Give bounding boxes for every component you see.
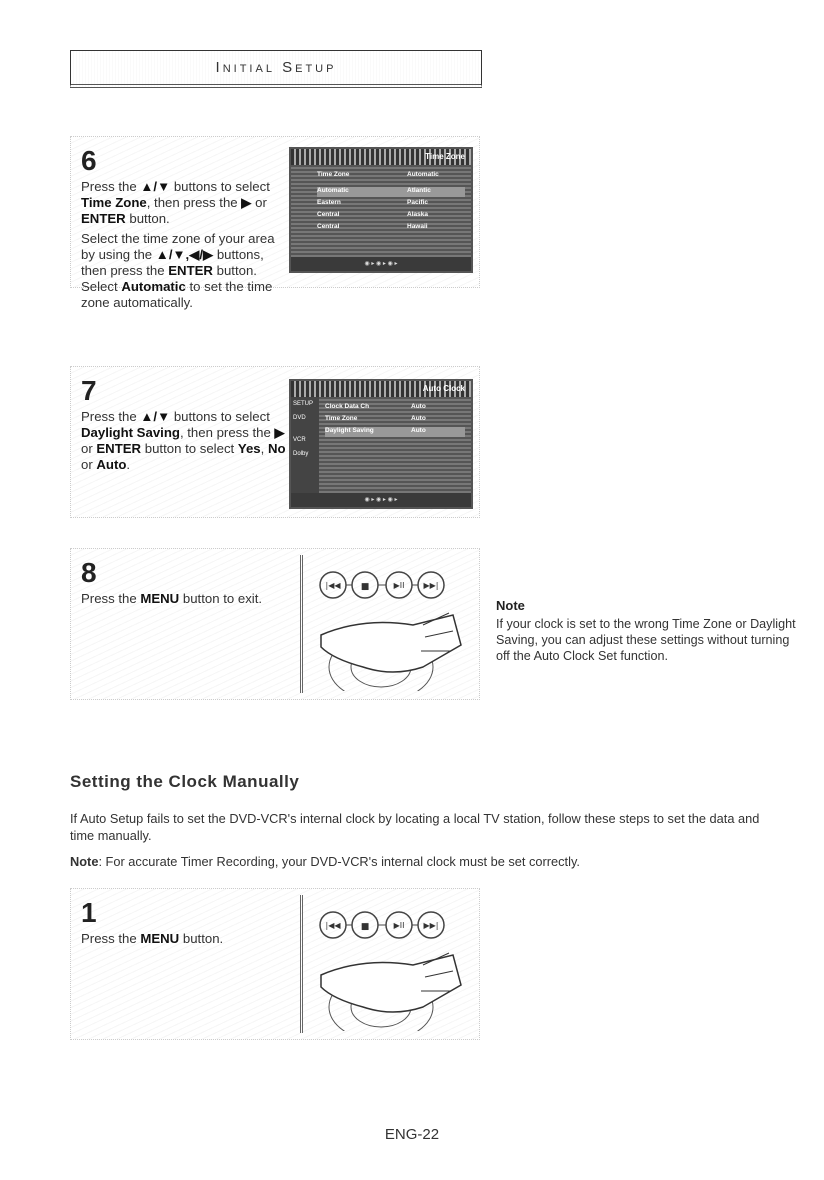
step-1-text: Press the MENU button.	[81, 931, 224, 946]
note-title: Note	[496, 598, 525, 613]
step-8-panel	[70, 548, 480, 700]
step-number: 6	[81, 145, 97, 176]
svg-text:■: ■	[360, 582, 370, 592]
note-box	[496, 598, 796, 664]
osd-footer-bar: ◉ ▸ ◉ ▸ ◉ ▸	[291, 493, 471, 507]
step-6-text: Press the ▲/▼ buttons to select Time Zone, then press the ▶ or ENTER button. Select the time zone of your area by using the ▲/▼,◀/▶ buttons, then press the ENTER button. Select Automatic to set the time zone automatically.	[81, 179, 275, 310]
osd-footer-bar: ◉ ▸ ◉ ▸ ◉ ▸	[291, 257, 471, 271]
note-body: If your clock is set to the wrong Time Zone or Daylight Saving, you can adjust these settings without turning off the Auto Clock Set function.	[496, 617, 796, 663]
step-1-panel	[70, 888, 480, 1040]
page-number: ENG-22	[384, 1126, 440, 1143]
svg-text:▶▶|: ▶▶|	[423, 921, 439, 930]
auto-clock-osd-screen: Auto Clock SETUP DVD VCR Dolby Clock Data Ch Auto Time Zone Auto Daylight Saving Auto ◉ ▸ ◉ ▸ ◉ ▸	[289, 379, 473, 509]
remote-control-illustration	[300, 555, 475, 693]
step-7-panel	[70, 366, 480, 518]
osd-title: Auto Clock	[291, 381, 471, 397]
step-6-panel	[70, 136, 480, 310]
step-8-text: Press the MENU button to exit.	[81, 591, 263, 606]
svg-text:|◀◀: |◀◀	[325, 581, 341, 590]
svg-text:|◀◀: |◀◀	[325, 921, 341, 930]
section-title: Setting the Clock Manually	[70, 772, 300, 791]
remote-control-illustration	[300, 895, 475, 1033]
section-note: Note: For accurate Timer Recording, your DVD-VCR's internal clock must be set correctly.	[70, 854, 580, 869]
time-zone-osd-screen: Time Zone Time Zone Automatic Automatic Atlantic Eastern Pacific Central Alaska Central Hawaii ◉ ▸ ◉ ▸ ◉ ▸	[289, 147, 473, 273]
svg-text:▶▶|: ▶▶|	[423, 581, 439, 590]
osd-title: Time Zone	[291, 149, 471, 165]
svg-text:■: ■	[360, 922, 370, 932]
step-number: 1	[81, 897, 97, 928]
section-header: INITIAL SETUP	[70, 50, 482, 88]
osd-side-menu: SETUP DVD VCR Dolby	[291, 397, 319, 493]
step-number: 7	[81, 375, 97, 406]
section-intro: If Auto Setup fails to set the DVD-VCR's internal clock by locating a local TV station, follow these steps to set the data and time manually.	[70, 811, 760, 843]
step-number: 8	[81, 557, 97, 588]
svg-text:▶II: ▶II	[393, 921, 405, 930]
svg-text:▶II: ▶II	[393, 581, 405, 590]
step-7-text: Press the ▲/▼ buttons to select Daylight Saving, then press the ▶ or ENTER button to select Yes, No or Auto.	[81, 409, 286, 472]
